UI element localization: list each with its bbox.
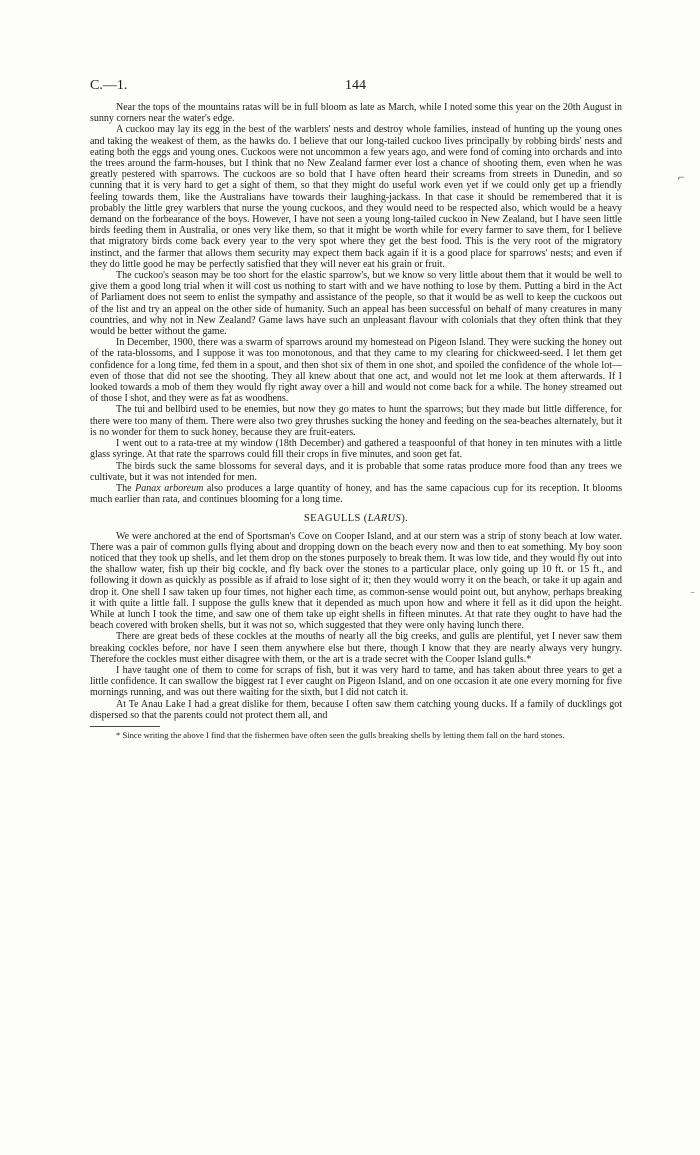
paragraph: The tui and bellbird used to be enemies, but now they go mates to hunt the sparrows; but they made but little difference, for there were too many of them. There were also two grey thrushes sucking the honey and feeding on the sea-beaches alternately, but it is no wonder for them to suck honey, because they are fruit-eaters. xyxy=(90,404,622,438)
margin-mark-lower: ⁻ xyxy=(690,590,696,601)
panax-species: Panax arboreum xyxy=(135,482,204,494)
page-number: 144 xyxy=(345,78,366,93)
paragraph: Near the tops of the mountains ratas will be in full bloom as late as March, while I noted some this year on the 20th August in sunny corners near the water's edge. xyxy=(90,102,622,125)
paragraph: There are great beds of these cockles at the mouths of nearly all the big creeks, and gulls are plentiful, yet I never saw them breaking cockles before, nor have I seen them anywhere else but there, though I know that they are nearly always very hungry. Therefore the cockles must either disagree with them, or the art is a trade secret with the Cooper Island gulls.* xyxy=(90,631,622,665)
document-page xyxy=(90,78,622,740)
footnote-divider xyxy=(90,726,160,727)
panax-post: also produces a large quantity of honey, and has the same capacious cup for its reception. It blooms much earlier than rata, and continues blooming for a long time. xyxy=(90,482,622,506)
paragraph: A cuckoo may lay its egg in the best of the warblers' nests and destroy whole families, instead of hunting up the young ones and taking the weakest of them, as the hawks do. I believe that our long-tailed cuckoo lives principally by robbing birds' nests and eating both the eggs and young ones. Cuckoos were not uncommon a few years ago, and were fond of coming into orchards and into the trees around the farm-houses, but I think that no New Zealand farmer ever lost a chance of shooting them, even when he was greatly pestered with sparrows. The cuckoos are so bold that I have often heard their screams from streets in Dunedin, and so cunning that it is very hard to get a sight of them, so that they might do useful work even yet if we could only get up a friendly feeling towards them, like the Australians have towards their laughing-jackass. In that case it should be remembered that it is probably the little grey warblers that nurse the young cuckoos, and they would need to be respected also, which would be a heavy demand on the forbearance of the boys. However, I have not seen a young long-tailed cuckoo in New Zealand, but I have seen little birds feeding them in Australia, or ones very like them, so that it might be worth while for every farmer to save them, for I believe that migratory birds come back every year to the very spot where they get the best food. This is the very root of the migratory instinct, and the farmer that allows them security may expect them back again if it is a good place for sparrows' nests; and even if they do little good he may be perfectly satisfied that they will never eat his grain or fruit. xyxy=(90,124,622,270)
paragraph: The cuckoo's season may be too short for the elastic sparrow's, but we know so very little about them that it would be well to give them a good long trial when it will cost us nothing to start with and we have nothing to lose by them. Putting a bird in the Act of Parliament does not seem to enlist the sympathy and assistance of the people, so that it would be as well to keep the cuckoos out of the list and try an appeal on the other side of humanity. Such an appeal has been successful on behalf of many creatures in many countries, and why not in New Zealand? Game laws have such an unpleasant flavour with colonials that they often think that they would be better without the game. xyxy=(90,270,622,338)
paragraph: At Te Anau Lake I had a great dislike for them, because I often saw them catching young ducks. If a family of ducklings got dispersed so that the parents could not protect them all, and xyxy=(90,698,622,721)
report-code: C.—1. xyxy=(90,78,128,93)
footnote: * Since writing the above I find that the fishermen have often seen the gulls breaking shells by letting them fall on the hard stones. xyxy=(116,729,565,740)
section-heading-close: ). xyxy=(401,513,409,525)
paragraph: We were anchored at the end of Sportsman's Cove on Cooper Island, and at our stern was a strip of stony beach at low water. There was a pair of common gulls flying about and dropping down on the beach every now and then to eat something. My boy soon noticed that they took up shells, and let them drop on the stones purposely to break them. It was low tide, and they would fly out into the shallow water, fish up their big cockle, and fly back over the stones to a particular place, only going up 10 ft. or 15 ft., and following it down as quickly as possible as if afraid to lose sight of it; then they would worry it on the beach, or take it up again and drop it. One shell I saw taken up four times, not higher each time, as common-sense would point out, but anyhow, perhaps breaking it with quite a little fall. I suppose the gulls knew that it depended as much upon how and where it fell as it did upon the height. While at lunch I took the time, and saw one of them take up eight shells in fifteen minutes. At that rate they ought to have had the beach covered with broken shells, but it was not so, which suggested that they were only having lunch there. xyxy=(90,530,622,632)
section-heading-main: SEAGULLS ( xyxy=(303,513,368,525)
page-body xyxy=(90,102,622,740)
panax-pre: The xyxy=(116,482,136,494)
section-heading-genus: LARUS xyxy=(367,513,402,525)
section-heading xyxy=(90,513,622,524)
page-header xyxy=(90,78,622,96)
paragraph-panax xyxy=(90,483,622,505)
paragraph: I have taught one of them to come for scraps of fish, but it was very hard to tame, and has taken about three years to get a little confidence. It can swallow the biggest rat I ever caught on Pigeon Island, and on one occasion it ate one every morning for five mornings running, and was out there waiting for the sixth, but I did not catch it. xyxy=(90,664,622,699)
paragraph: In December, 1900, there was a swarm of sparrows around my homestead on Pigeon Island. They were sucking the honey out of the rata-blossoms, and I suppose it was too monotonous, and that they came to my clearing for chickweed-seed. I let them get confidence for a long time, fed them in a spout, and then shot six of them in one shot, and spoiled the confidence of the whole lot—even of those that did not see the shooting. They all knew about that one act, and would not let me look at them afterwards. If I looked towards a mob of them they would fly right away over a hill and would not come back for a while. The honey streamed out of those I shot, and they were as fat as woodhens. xyxy=(90,337,622,405)
margin-mark-top: ⌐ xyxy=(678,170,685,184)
paragraph: I went out to a rata-tree at my window (18th December) and gathered a teaspoonful of that honey in ten minutes with a little glass syringe. At that rate the sparrows could fill their crops in five minutes, and soon get fat. xyxy=(90,438,622,461)
paragraph: The birds suck the same blossoms for several days, and it is probable that some ratas produce more food than any trees we cultivate, but it was not intended for men. xyxy=(90,460,622,483)
